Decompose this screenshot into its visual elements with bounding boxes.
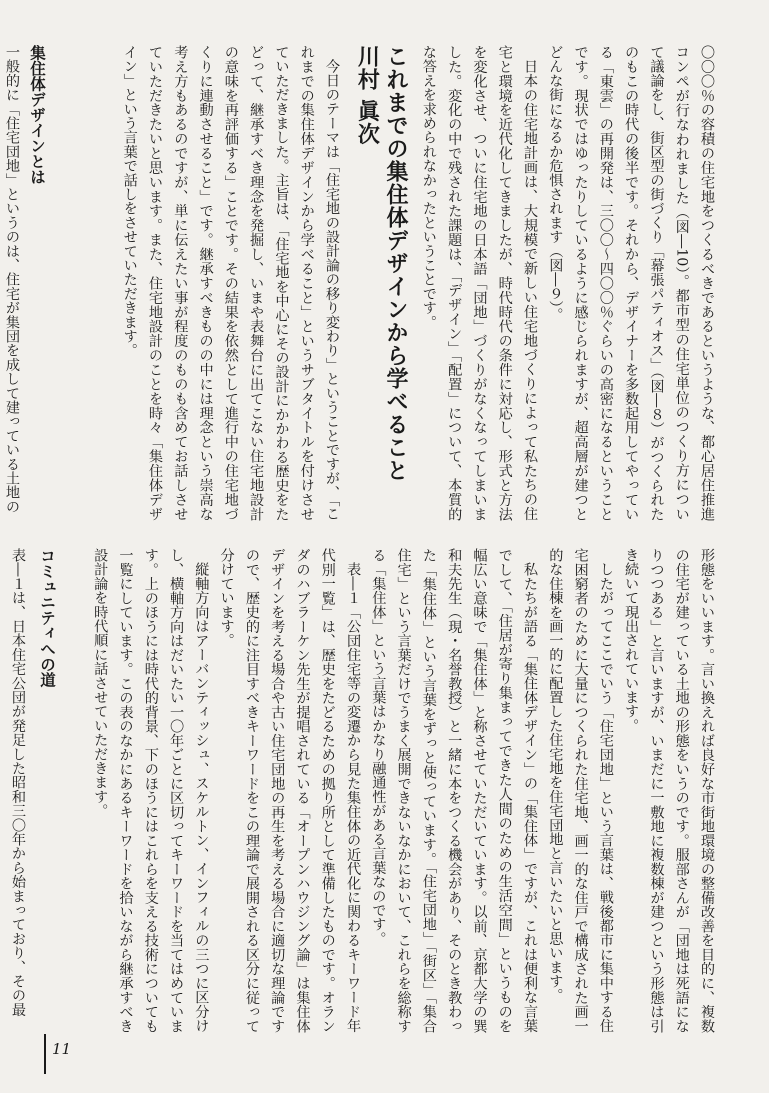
section-heading-1: 集住体デザインとは: [28, 45, 46, 185]
article-title-block: [350, 45, 410, 521]
paragraph: 表―１「公団住宅等の変遷から見た集住体の近代化に関わるキーワード年代別一覧」は、歴史をたどるための拠り所として準備したものです。オランダのハブラーケン先生が提唱されている「オープンハウジング論」は集住体デザインを考える場合や古い住宅団地の再生を考える場合に適切な理論ですので、歴史的に注目すべきキーワードをこの理論で展開される区分に従って分けています。: [218, 548, 362, 1033]
paragraph: 私たちが語る「集住体デザイン」の「集住体」ですが、これは便利な言葉でして、「住居が寄り集まってできた人間のための生活空間」というものを幅広い意味で「集住体」と称させていただいています。以前、京都大学の巽和夫先生（現・名誉教授）と一緒に本をつくる機会があり、そのとき教わった「集住体」という言葉をずっと使っています。「住宅団地」「街区」「集合住宅」という言葉だけでうまく展開できないなかにおいて、これらを総称する「集住体」という言葉はかなり融通性がある言葉なのです。: [370, 548, 539, 1033]
paragraph: 〇〇〇％の容積の住宅地をつくるべきであるというような、都心居住推進コンペが行なわれました（図―10）。都市型の住宅単位のつくり方について議論をし、街区型の街づくり「幕張パティオス」（図―８）がつくられたのもこの時代の後半です。それから、デザイナーを多数起用してやっている「東雲」の再開発は、三〇〇〜四〇〇％ぐらいの高密になるということです。現状ではゆったりしているように感じられますが、超高層が建つとどんな街になるか危惧されます（図―９）。: [547, 45, 715, 521]
section-lead-1: 一般的に「住宅団地」というのは、住宅が集団を成して建っている土地の: [4, 45, 20, 514]
bottom-right-text-block: [39, 548, 719, 1033]
top-right-text-block: [389, 45, 719, 521]
paragraph: したがってここでいう「住宅団地」という言葉は、戦後都市に集中する住宅困窮者のために大量につくられた住宅地、画一的な住戸で構成された画一的な住棟を画一的に配置した住宅地を住宅団地と言いたいと思います。: [547, 548, 614, 1033]
section-lead-2: 表―１は、日本住宅公団が発足した昭和三〇年から始まっており、その最: [10, 548, 26, 1017]
article-title: これまでの集住体デザインから学べること: [383, 45, 409, 482]
article-author: 川村 眞次: [354, 45, 381, 146]
page-number-rule: [44, 1034, 46, 1074]
paragraph: 縦軸方向はアーバンティッシュ、スケルトン、インフィルの三つに区分けし、横軸方向はだいたい一〇年ごとに区切ってキーワードを当てはめています。上のほうには時代的背景、下のほうにはこれらを支える技術についても一覧にしています。この表のなかにあるキーワードを拾いながら継承すべき設計論を時代順に話させていただきます。: [92, 548, 210, 1033]
section-heading-2: コミュニティへの道: [38, 548, 56, 688]
top-middle-text-block: [52, 45, 344, 521]
paragraph: 形態をいいます。言い換えれば良好な市街地環境の整備改善を目的に、複数の住宅が建っている土地の形態をいうのです。服部さんが「団地は死語になりつつある」と言いますが、いまだに一敷地に複数棟が建つという形態は引き続いて現出されています。: [623, 548, 715, 1033]
page-number: 11: [52, 1040, 72, 1058]
paragraph: 今日のテーマは「住宅地の設計論の移り変わり」ということですが、「これまでの集住体デザインから学べること」というサブタイトルを付けさせていただきました。主旨は、「住宅地を中心にその設計にかかわる歴史をたどって、継承すべき理念を発掘し、いまや表舞台に出てこない住宅地設計の意味を再評価する」ことです。その結果を依然として進行中の住宅地づくりに連動させること」です。継承すべきものの中には理念という崇高な考え方もあるのですが、単に伝えたい事が程度のものも含めてお話しさせていただきたいと思います。また、住宅地設計のことを時々「集住体デザイン」という言葉で話しをさせていただきます。: [121, 45, 340, 521]
paragraph: 日本の住宅地計画は、大規模で新しい住宅地づくりによって私たちの住宅と環境を近代化してきましたが、時代時代の条件に対応し、形式と方法を変化させ、ついに住宅地の日本語「団地」づくりがなくなってしまいました。変化の中で残された課題は、「デザイン」「配置」について、本質的な答えを求められなかったということです。: [420, 45, 539, 521]
